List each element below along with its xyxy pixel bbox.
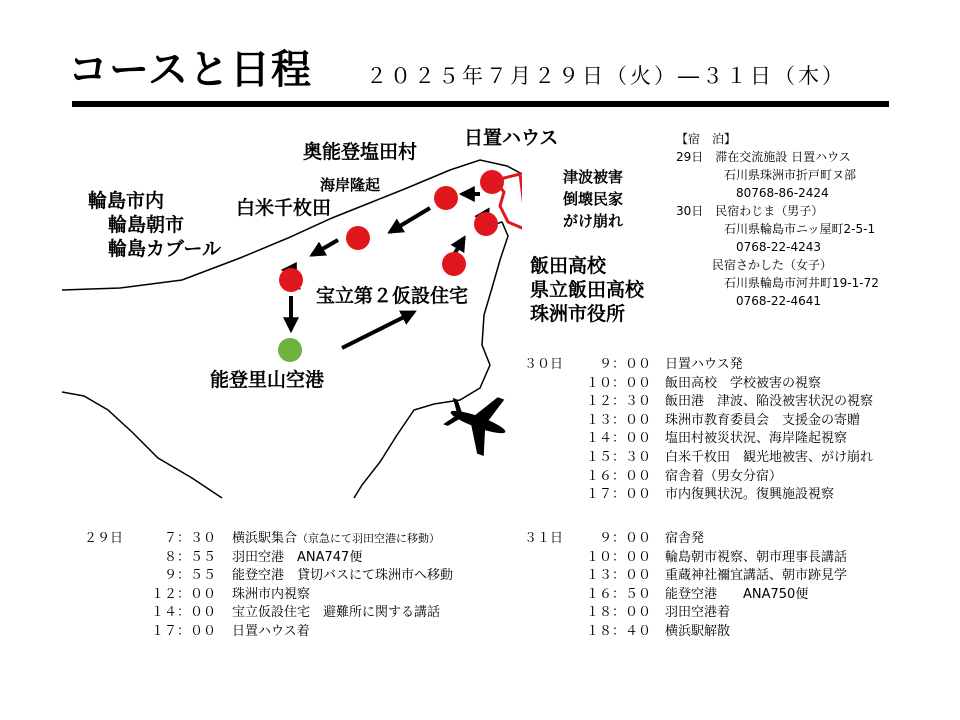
schedule-day	[84, 549, 124, 568]
lodging-line: 30日 民宿わじま（男子）	[676, 204, 824, 218]
schedule-day-30	[524, 356, 873, 505]
schedule-day: ３０日	[524, 357, 564, 372]
schedule-day	[524, 412, 568, 431]
schedule-desc: 宝立仮設住宅 避難所に関する講話	[232, 605, 441, 621]
schedule-time: １３：００	[585, 568, 651, 584]
schedule-day	[84, 567, 124, 586]
label-okunoto-shiota: 奥能登塩田村	[303, 141, 418, 163]
label-iida-2: 県立飯田高校	[530, 279, 645, 301]
lodging-line: 29日 滞在交流施設 日置ハウス	[676, 150, 851, 164]
schedule-time: ７：３０	[163, 531, 216, 546]
schedule-day: ２９日	[84, 531, 124, 546]
schedule-row	[84, 586, 453, 605]
schedule-row	[84, 530, 453, 549]
stop-airport	[278, 338, 302, 362]
schedule-time: ９：００	[598, 531, 651, 546]
lodging-info	[676, 130, 879, 310]
schedule-day	[524, 449, 568, 468]
label-iida-1: 飯田高校	[530, 255, 607, 277]
schedule-desc: 能登空港 ANA750便	[665, 586, 809, 602]
schedule-row	[84, 549, 453, 568]
label-kaigan-ryuki: 海岸隆起	[320, 176, 381, 194]
schedule-row	[524, 530, 847, 549]
schedule-time: １７：００	[150, 623, 216, 639]
schedule-time: １４：００	[585, 431, 651, 447]
label-shiroyone: 白米千枚田	[236, 197, 332, 219]
schedule-desc: 珠洲市内視察	[232, 586, 311, 602]
schedule-day: ３１日	[524, 531, 564, 546]
label-wajima-1: 輪島市内	[88, 190, 165, 212]
schedule-desc: 飯田港 津波、陥没被害状況の視察	[665, 394, 874, 410]
schedule-day	[524, 604, 568, 623]
schedule-row	[524, 412, 873, 431]
schedule-row	[524, 449, 873, 468]
stop-iida	[442, 252, 466, 276]
lodging-line: 0768-22-4243	[676, 240, 822, 254]
schedule-time: ９：５５	[163, 568, 216, 584]
lodging-line: 石川県輪島市ニッ屋町2-5-1	[676, 222, 876, 236]
schedule-time: １３：００	[585, 412, 651, 428]
schedule-desc: 市内復興状況。復興施設視察	[665, 487, 835, 503]
schedule-day-29	[84, 530, 453, 642]
lodging-line: 0768-22-4641	[676, 294, 822, 308]
schedule-row	[524, 486, 873, 505]
label-tsunami-3: がけ崩れ	[563, 212, 624, 230]
schedule-time: １０：００	[585, 549, 651, 565]
schedule-day-31	[524, 530, 847, 642]
schedule-row	[524, 468, 873, 487]
schedule-day	[524, 623, 568, 642]
schedule-row	[524, 393, 873, 412]
schedule-row	[524, 375, 873, 394]
schedule-time: １６：５０	[585, 586, 651, 602]
schedule-desc: 宿舎着（男女分宿）	[665, 468, 783, 484]
schedule-desc: 重蔵神社禰宜講話、朝市跡見学	[665, 568, 848, 584]
schedule-desc: 白米千枚田 観光地被害、がけ崩れ	[665, 449, 874, 465]
schedule-day	[524, 586, 568, 605]
label-airport: 能登里山空港	[210, 369, 325, 391]
route-arrow	[312, 240, 338, 255]
schedule-time: １５：３０	[585, 449, 651, 465]
schedule-row	[524, 623, 847, 642]
schedule-desc: 羽田空港 ANA747便	[232, 549, 363, 565]
schedule-desc: 横浜駅集合	[232, 531, 298, 546]
schedule-day	[524, 486, 568, 505]
schedule-row	[524, 430, 873, 449]
lodging-line: 石川県輪島市河井町19-1-72	[676, 276, 879, 290]
schedule-time: ９：００	[598, 357, 651, 372]
schedule-time: １４：００	[150, 605, 216, 621]
schedule-time: １２：３０	[585, 394, 651, 410]
schedule-time: １０：００	[585, 375, 651, 391]
label-tsunami-2: 倒壊民家	[563, 190, 624, 208]
lodging-line: 80768-86-2424	[676, 186, 829, 200]
schedule-desc: 輪島朝市視察、朝市理事長講話	[665, 549, 848, 565]
stop-shiroyone	[346, 226, 370, 250]
schedule-desc: 珠洲市教育委員会 支援金の寄贈	[665, 412, 861, 428]
schedule-desc: 日置ハウス着	[232, 623, 310, 639]
label-tsunami-1: 津波被害	[563, 168, 624, 186]
schedule-desc: 羽田空港着	[665, 605, 731, 621]
schedule-day	[524, 430, 568, 449]
route-arrow	[390, 208, 430, 232]
page-title: コースと日程	[68, 47, 312, 93]
title-underline	[72, 101, 889, 107]
airplane-icon	[438, 383, 516, 460]
label-wajima-2: 輪島朝市	[108, 214, 185, 236]
schedule-day	[524, 375, 568, 394]
schedule-row	[524, 604, 847, 623]
schedule-day	[524, 549, 568, 568]
schedule-day	[524, 567, 568, 586]
stop-hiyoshi-house	[480, 170, 504, 194]
schedule-desc: 飯田高校 学校被害の視察	[665, 375, 822, 391]
schedule-row	[524, 567, 847, 586]
schedule-desc: 能登空港 貸切バスにて珠洲市へ移動	[232, 568, 454, 584]
label-iida-3: 珠洲市役所	[530, 303, 626, 325]
schedule-day	[524, 393, 568, 412]
schedule-desc: 宿舎発	[665, 531, 705, 546]
schedule-row	[84, 604, 453, 623]
label-housing: 宝立第２仮設住宅	[316, 285, 469, 307]
schedule-day	[524, 468, 568, 487]
schedule-time: １８：００	[585, 605, 651, 621]
lodging-heading: 【宿 泊】	[676, 132, 737, 146]
schedule-row	[524, 356, 873, 375]
lodging-line: 民宿さかした（女子）	[676, 258, 833, 272]
schedule-day	[84, 604, 124, 623]
stop-shiota	[434, 186, 458, 210]
schedule-time: １６：００	[585, 468, 651, 484]
schedule-note: （京急にて羽田空港に移動）	[297, 532, 441, 545]
lodging-line: 石川県珠洲市折戸町ヌ部	[676, 168, 857, 182]
schedule-row	[84, 623, 453, 642]
schedule-desc: 横浜駅解散	[665, 623, 731, 639]
schedule-desc: 日置ハウス発	[665, 357, 743, 372]
schedule-time: １２：００	[150, 586, 216, 602]
schedule-row	[524, 586, 847, 605]
schedule-time: １７：００	[585, 487, 651, 503]
schedule-time: １８：４０	[585, 623, 651, 639]
label-hiyoshi-house: 日置ハウス	[464, 127, 559, 149]
label-wajima-3: 輪島カブール	[108, 238, 222, 260]
route-arrow	[342, 312, 414, 348]
stop-tsunami	[474, 212, 498, 236]
date-range: ２０２５年７月２９日（火）―３１日（木）	[366, 64, 846, 88]
schedule-row	[524, 549, 847, 568]
stop-wajima	[279, 268, 303, 292]
schedule-day	[84, 623, 124, 642]
schedule-time: ８：５５	[163, 549, 216, 565]
schedule-desc: 塩田村被災状況、海岸隆起視察	[665, 431, 848, 447]
schedule-day	[84, 586, 124, 605]
schedule-row	[84, 567, 453, 586]
